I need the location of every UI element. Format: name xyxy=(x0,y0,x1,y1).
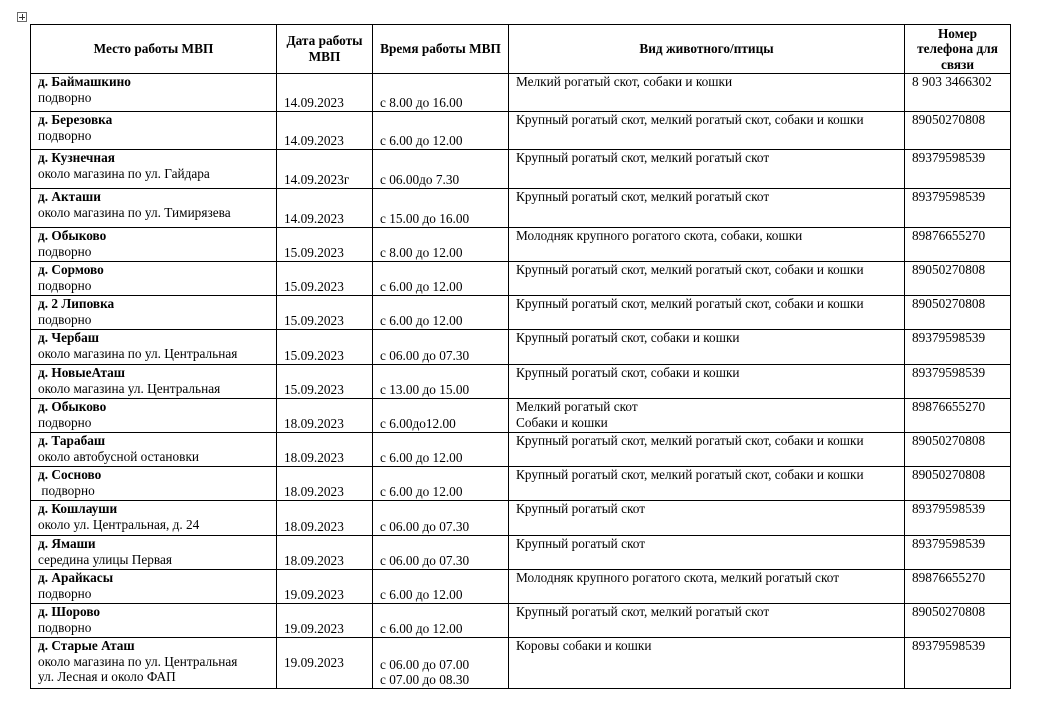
cell-time xyxy=(373,112,509,150)
cell-time xyxy=(373,570,509,604)
village-name: д. НовыеАташ xyxy=(38,365,126,380)
cell-date: 18.09.2023 xyxy=(277,501,373,536)
animal-type: Крупный рогатый скот, мелкий рогатый скот, собаки и кошки xyxy=(516,433,864,448)
village-name: д. Старые Аташ xyxy=(38,638,135,653)
header-animal: Вид животного/птицы xyxy=(509,25,905,74)
animal-type: Крупный рогатый скот, мелкий рогатый скот, собаки и кошки xyxy=(516,112,864,127)
cell-phone: 89050270808 xyxy=(905,262,1011,296)
place-description: подворно xyxy=(38,311,92,327)
time-range: с 15.00 до 16.00 xyxy=(380,211,470,227)
place-description: подворно xyxy=(38,482,95,498)
cell-animal xyxy=(509,501,905,536)
village-name: д. Ямаши xyxy=(38,536,96,551)
table-row xyxy=(31,112,1011,150)
animal-type: Крупный рогатый скот, мелкий рогатый скот, собаки и кошки xyxy=(516,262,864,277)
cell-place xyxy=(31,112,277,150)
table-row xyxy=(31,638,1011,689)
cell-phone: 89379598539 xyxy=(905,365,1011,399)
village-name: д. Кузнечная xyxy=(38,150,115,165)
animal-type: Крупный рогатый скот xyxy=(516,501,646,516)
cell-phone: 89050270808 xyxy=(905,296,1011,330)
cell-place xyxy=(31,536,277,570)
animal-type: Крупный рогатый скот xyxy=(516,536,646,551)
animal-type: Крупный рогатый скот, мелкий рогатый скот, собаки и кошки xyxy=(516,467,864,482)
cell-time xyxy=(373,467,509,501)
cell-date: 18.09.2023 xyxy=(277,433,373,467)
cell-phone: 89379598539 xyxy=(905,150,1011,189)
cell-time xyxy=(373,501,509,536)
animal-type: Крупный рогатый скот, мелкий рогатый скот xyxy=(516,604,770,619)
place-description: подворно xyxy=(38,414,92,430)
cell-phone: 89876655270 xyxy=(905,570,1011,604)
cell-animal xyxy=(509,467,905,501)
table-move-handle-icon[interactable] xyxy=(17,12,27,22)
cell-date: 14.09.2023 xyxy=(277,74,373,112)
village-name: д. Арайкасы xyxy=(38,570,114,585)
cell-place xyxy=(31,296,277,330)
cell-place xyxy=(31,501,277,536)
animal-type: Крупный рогатый скот, мелкий рогатый скот, собаки и кошки xyxy=(516,296,864,311)
place-description-extra: ул. Лесная и около ФАП xyxy=(38,669,176,685)
cell-animal xyxy=(509,638,905,689)
cell-time xyxy=(373,638,509,689)
table-row xyxy=(31,74,1011,112)
village-name: д. Баймашкино xyxy=(38,74,131,89)
cell-phone: 89050270808 xyxy=(905,604,1011,638)
cell-phone: 89876655270 xyxy=(905,399,1011,433)
cell-time xyxy=(373,433,509,467)
cell-animal xyxy=(509,189,905,228)
cell-time xyxy=(373,74,509,112)
place-description: середина улицы Первая xyxy=(38,551,173,567)
table-row xyxy=(31,536,1011,570)
cell-place xyxy=(31,189,277,228)
table-row xyxy=(31,501,1011,536)
time-range: с 13.00 до 15.00 xyxy=(380,382,470,398)
place-description: около магазина по ул. Тимирязева xyxy=(38,204,231,220)
cell-animal xyxy=(509,399,905,433)
cell-time xyxy=(373,262,509,296)
animal-type: Молодняк крупного рогатого скота, собаки, кошки xyxy=(516,228,803,243)
animal-type: Мелкий рогатый скот, собаки и кошки xyxy=(516,74,733,89)
place-description: около магазина по ул. Центральная xyxy=(38,345,238,361)
place-description: подворно xyxy=(38,585,92,601)
cell-date: 15.09.2023 xyxy=(277,262,373,296)
village-name: д. Акташи xyxy=(38,189,101,204)
place-description: около магазина по ул. Гайдара xyxy=(38,165,210,181)
cell-date: 18.09.2023 xyxy=(277,399,373,433)
cell-animal xyxy=(509,604,905,638)
cell-animal xyxy=(509,536,905,570)
time-range: с 6.00 до 12.00 xyxy=(380,133,463,149)
table-row xyxy=(31,399,1011,433)
place-description: подворно xyxy=(38,127,92,143)
cell-phone: 89379598539 xyxy=(905,501,1011,536)
cell-date: 18.09.2023 xyxy=(277,536,373,570)
village-name: д. Обыково xyxy=(38,228,107,243)
place-description: около магазина ул. Центральная xyxy=(38,380,221,396)
time-range: с 06.00до 7.30 xyxy=(380,172,460,188)
village-name: д. Шорово xyxy=(38,604,101,619)
time-range: с 6.00 до 12.00 xyxy=(380,313,463,329)
place-description: подворно xyxy=(38,277,92,293)
cell-animal xyxy=(509,228,905,262)
time-range: с 6.00 до 12.00 xyxy=(380,621,463,637)
table-row xyxy=(31,150,1011,189)
village-name: д. Сормово xyxy=(38,262,104,277)
table-row xyxy=(31,189,1011,228)
cell-date: 15.09.2023 xyxy=(277,228,373,262)
cell-place xyxy=(31,262,277,296)
cell-date: 19.09.2023 xyxy=(277,604,373,638)
time-range: с 8.00 до 16.00 xyxy=(380,95,463,111)
header-time: Время работы МВП xyxy=(373,25,509,74)
village-name: д. Обыково xyxy=(38,399,107,414)
cell-date: 15.09.2023 xyxy=(277,365,373,399)
time-range: с 8.00 до 12.00 xyxy=(380,245,463,261)
time-range: с 07.00 до 08.30 xyxy=(380,672,470,688)
animal-type: Крупный рогатый скот, мелкий рогатый скот xyxy=(516,150,770,165)
cell-phone: 89050270808 xyxy=(905,112,1011,150)
animal-type: Молодняк крупного рогатого скота, мелкий рогатый скот xyxy=(516,570,840,585)
village-name: д. Чербаш xyxy=(38,330,99,345)
cell-time xyxy=(373,536,509,570)
table-row xyxy=(31,330,1011,365)
cell-time xyxy=(373,296,509,330)
animal-type: Собаки и кошки xyxy=(516,414,608,430)
cell-phone: 89876655270 xyxy=(905,228,1011,262)
cell-phone: 89379598539 xyxy=(905,189,1011,228)
cell-place xyxy=(31,433,277,467)
cell-date: 15.09.2023 xyxy=(277,296,373,330)
cell-time xyxy=(373,399,509,433)
village-name: д. Кошлауши xyxy=(38,501,118,516)
cell-animal xyxy=(509,112,905,150)
cell-place xyxy=(31,74,277,112)
time-range: с 06.00 до 07.00 xyxy=(380,656,470,672)
table-row xyxy=(31,262,1011,296)
time-range: с 6.00 до 12.00 xyxy=(380,587,463,603)
cell-date: 14.09.2023г xyxy=(277,150,373,189)
cell-place xyxy=(31,604,277,638)
time-range: с 06.00 до 07.30 xyxy=(380,519,470,535)
cell-date: 18.09.2023 xyxy=(277,467,373,501)
cell-animal xyxy=(509,262,905,296)
place-description: подворно xyxy=(38,619,92,635)
cell-animal xyxy=(509,296,905,330)
cell-phone: 89379598539 xyxy=(905,536,1011,570)
village-name: д. Березовка xyxy=(38,112,113,127)
cell-date: 14.09.2023 xyxy=(277,189,373,228)
animal-type: Крупный рогатый скот, собаки и кошки xyxy=(516,365,740,380)
cell-phone: 8 903 3466302 xyxy=(905,74,1011,112)
header-place: Место работы МВП xyxy=(31,25,277,74)
time-range: с 6.00 до 12.00 xyxy=(380,450,463,466)
animal-type: Мелкий рогатый скот xyxy=(516,399,638,414)
cell-place xyxy=(31,228,277,262)
place-description: около магазина по ул. Центральная xyxy=(38,653,238,669)
cell-time xyxy=(373,365,509,399)
cell-date: 19.09.2023 xyxy=(277,570,373,604)
animal-type: Коровы собаки и кошки xyxy=(516,638,652,653)
animal-type: Крупный рогатый скот, собаки и кошки xyxy=(516,330,740,345)
cell-place xyxy=(31,399,277,433)
cell-animal xyxy=(509,433,905,467)
village-name: д. Сосново xyxy=(38,467,102,482)
cell-date: 19.09.2023 xyxy=(277,638,373,689)
village-name: д. Тарабаш xyxy=(38,433,106,448)
table-row xyxy=(31,433,1011,467)
cell-animal xyxy=(509,330,905,365)
cell-animal xyxy=(509,150,905,189)
cell-time xyxy=(373,150,509,189)
cell-time xyxy=(373,330,509,365)
table-row xyxy=(31,467,1011,501)
header-date: Дата работы МВП xyxy=(277,25,373,74)
cell-date: 14.09.2023 xyxy=(277,112,373,150)
time-range: с 6.00до12.00 xyxy=(380,416,456,432)
time-range: с 06.00 до 07.30 xyxy=(380,553,470,569)
cell-time xyxy=(373,228,509,262)
place-description: около ул. Центральная, д. 24 xyxy=(38,516,200,532)
cell-animal xyxy=(509,570,905,604)
header-phone: Номер телефона для связи xyxy=(905,25,1011,74)
cell-date: 15.09.2023 xyxy=(277,330,373,365)
schedule-table xyxy=(30,24,1011,689)
cell-animal xyxy=(509,365,905,399)
table-row xyxy=(31,228,1011,262)
time-range: с 06.00 до 07.30 xyxy=(380,348,470,364)
cell-place xyxy=(31,570,277,604)
animal-type: Крупный рогатый скот, мелкий рогатый скот xyxy=(516,189,770,204)
table-row xyxy=(31,296,1011,330)
place-description: подворно xyxy=(38,243,92,259)
cell-phone: 89050270808 xyxy=(905,433,1011,467)
cell-place xyxy=(31,365,277,399)
time-range: с 6.00 до 12.00 xyxy=(380,484,463,500)
place-description: подворно xyxy=(38,89,92,105)
village-name: д. 2 Липовка xyxy=(38,296,115,311)
cell-place xyxy=(31,467,277,501)
table-row xyxy=(31,604,1011,638)
place-description: около автобусной остановки xyxy=(38,448,200,464)
cell-time xyxy=(373,604,509,638)
cell-phone: 89379598539 xyxy=(905,638,1011,689)
cell-place xyxy=(31,330,277,365)
header-row xyxy=(31,25,1011,74)
cell-time xyxy=(373,189,509,228)
cell-place xyxy=(31,150,277,189)
cell-phone: 89050270808 xyxy=(905,467,1011,501)
table-row xyxy=(31,570,1011,604)
cell-phone: 89379598539 xyxy=(905,330,1011,365)
time-range: с 6.00 до 12.00 xyxy=(380,279,463,295)
cell-animal xyxy=(509,74,905,112)
cell-place xyxy=(31,638,277,689)
table-row xyxy=(31,365,1011,399)
